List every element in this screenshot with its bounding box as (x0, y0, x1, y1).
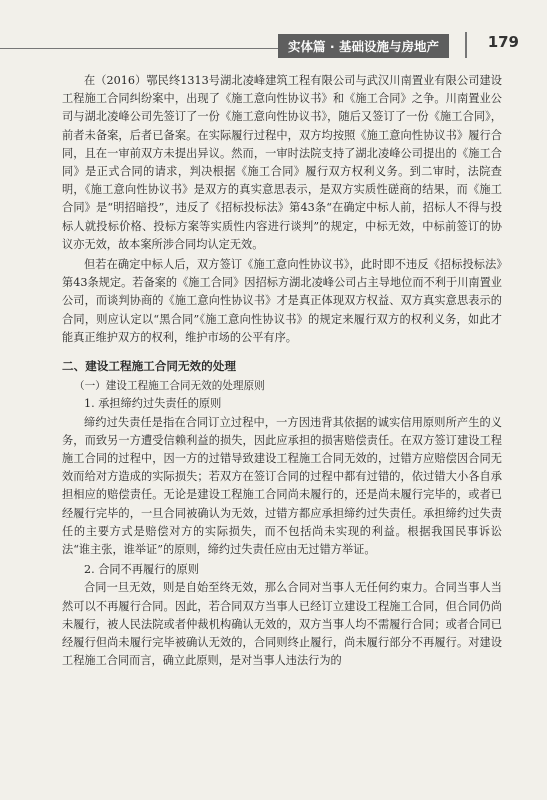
section-heading: 二、建设工程施工合同无效的处理 (62, 359, 236, 374)
page-header (0, 28, 547, 58)
paragraph-case-background: 在（2016）鄂民终1313号湖北凌峰建筑工程有限公司与武汉川南置业有限公司建设工程施工合同纠纷案中，出现了《施工意向性协议书》和《施工合同》之争。川南置业公司与湖北凌峰公司先签订了一份《施工意向性协议书》，随后又签订了一份《施工合同》，前者未备案，后者已备案。在实际履行过程中，双方均按照《施工意向性协议书》履行合同，且在一审前双方未提出异议。然而，一审时法院支持了湖北凌峰公司提出的《施工合同》是正式合同的请求，判决根据《施工合同》履行双方权利义务。到二审时，法院查明，《施工意向性协议书》是双方的真实意思表示，是双方实质性磋商的结果，而《施工合同》是“明招暗投”，违反了《招标投标法》第43条“在确定中标人前，招标人不得与投标人就投标价格、投标方案等实质性内容进行谈判”的规定，中标无效，中标前签订的协议亦无效，故本案所涉合同均认定无效。 (62, 74, 502, 251)
paragraph-after-bid-award: 但若在确定中标人后，双方签订《施工意向性协议书》，此时即不违反《招标投标法》第43条规定。若备案的《施工合同》因招标方湖北凌峰公司占主导地位而不利于川南置业公司，而谈判协商的《施工意向性协议书》才是真正体现双方权益、双方真实意思表示的合同，则应认定以“黑合同”《施工意向性协议书》的规定来履行双方的权利义务，如此才能真正维护双方的权利，维护市场的公平有序。 (62, 258, 502, 344)
sub-heading: （一）建设工程施工合同无效的处理原则 (74, 380, 265, 393)
paragraph-contracting-fault: 缔约过失责任是指在合同订立过程中，一方因违背其依据的诚实信用原则所产生的义务，而致另一方遭受信赖利益的损失，因此应承担的损害赔偿责任。在双方签订建设工程施工合同的过程中，因一方的过错导致建设工程施工合同无效的，过错方应赔偿因合同无效而给对方造成的实际损失；若双方在签订合同的过程中都有过错的，依过错大小各自承担相应的赔偿责任。无论是建设工程施工合同尚未履行的，还是尚未履行完毕的，或者已经履行完毕的，一旦合同被确认为无效，过错方都应承担缔约过失责任。承担缔约过失责任的主要方式是赔偿对方的实际损失，而不包括尚未实现的利益。根据我国民事诉讼法“谁主张，谁举证”的原则，缔约过失责任应由无过错方举证。 (62, 415, 502, 557)
item-heading-contracting-fault: 1. 承担缔约过失责任的原则 (84, 397, 222, 411)
page-body (62, 72, 502, 673)
paragraph-no-further-performance: 合同一旦无效，则是自始至终无效，那么合同对当事人无任何约束力。合同当事人当然可以不再履行合同。因此，若合同双方当事人已经订立建设工程施工合同，但合同仍尚未履行，被人民法院或者仲裁机构确认无效的，双方当事人均不需履行合同；或者合同已经履行但尚未履行完毕被确认无效的，合同则终止履行，尚未履行部分不再履行。对建设工程施工合同而言，确立此原则，是对当事人违法行为的 (62, 581, 502, 668)
page-number: 179 (487, 33, 519, 51)
running-header-title: 实体篇 · 基础设施与房地产 (278, 34, 449, 58)
item-heading-no-further-performance: 2. 合同不再履行的原则 (84, 563, 199, 577)
header-separator (465, 32, 467, 58)
